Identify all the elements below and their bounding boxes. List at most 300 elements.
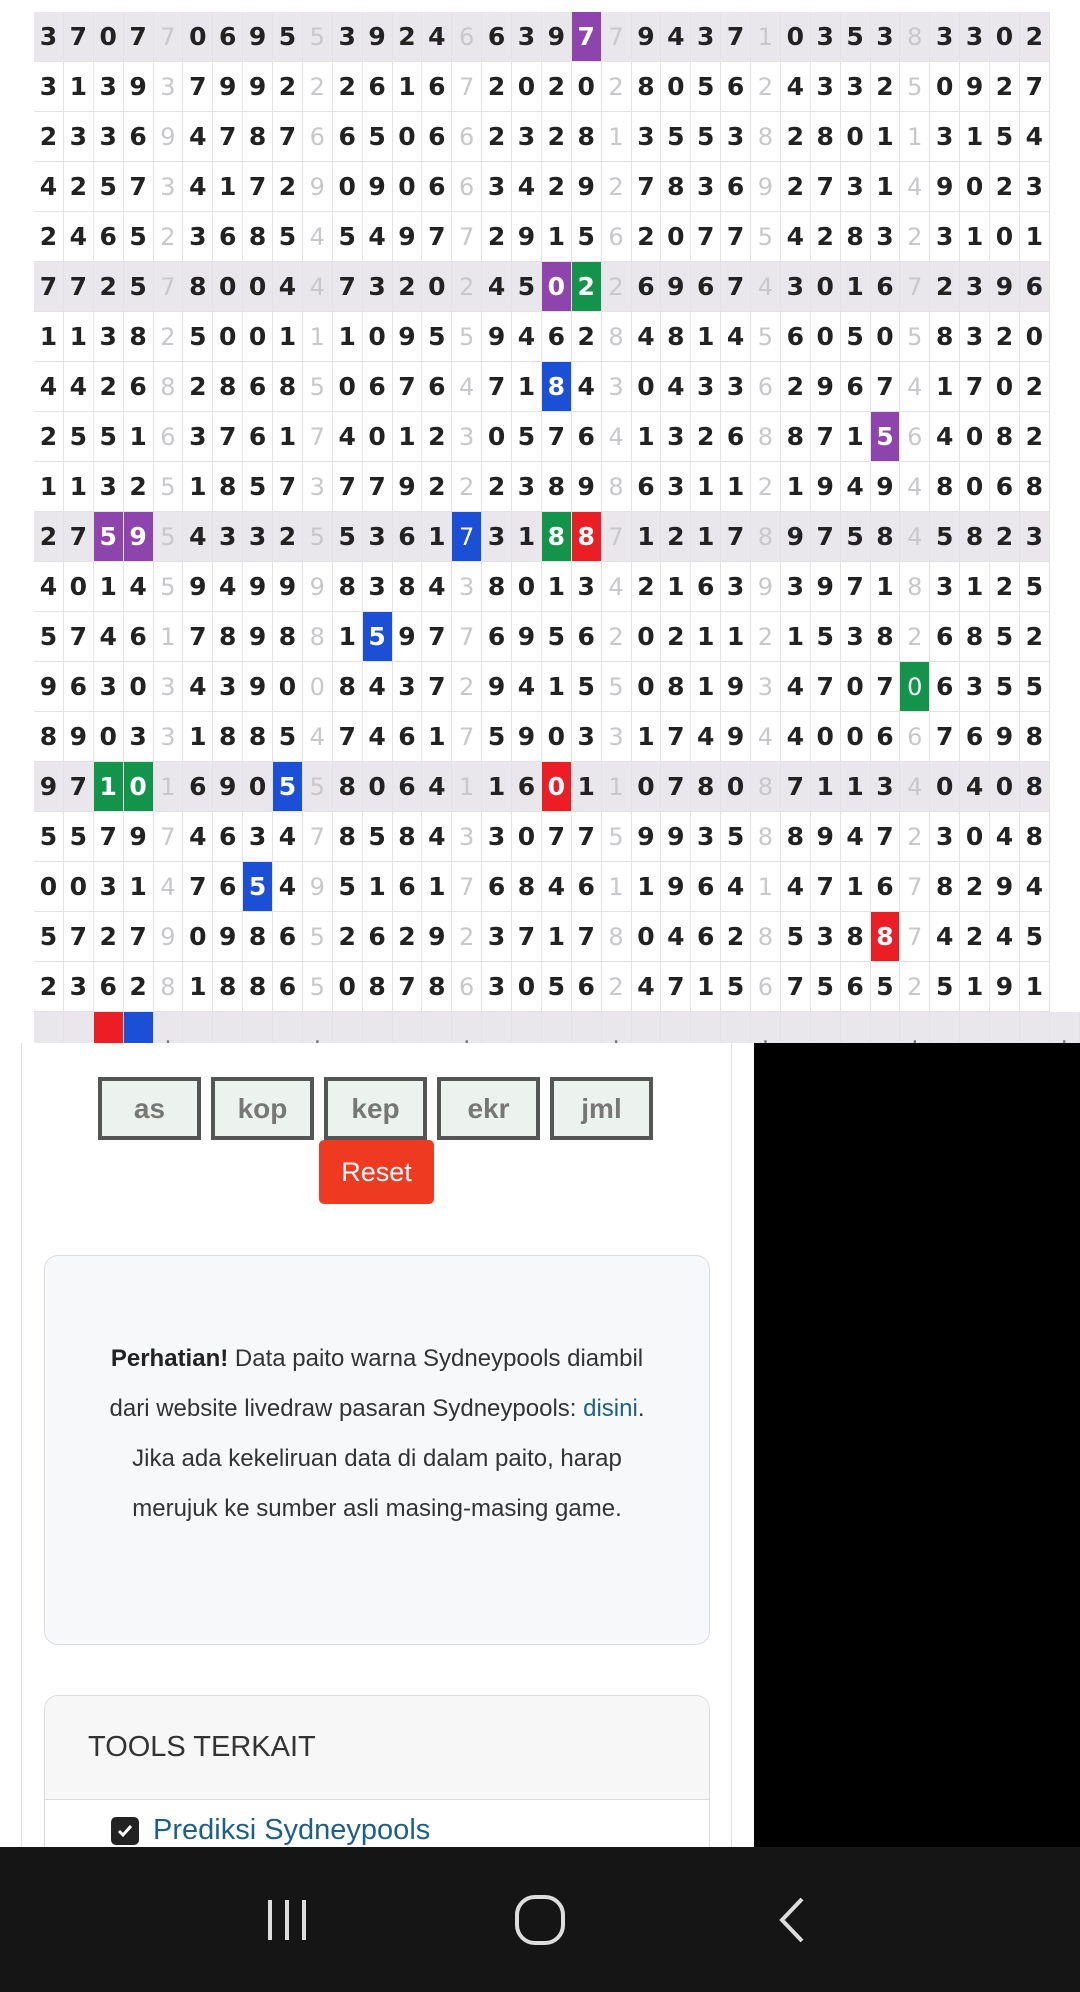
paito-cell[interactable]: 0 xyxy=(512,812,542,862)
paito-cell[interactable]: 3 xyxy=(243,512,273,562)
paito-cell[interactable]: 0 xyxy=(632,612,662,662)
paito-cell[interactable]: 9 xyxy=(661,812,691,862)
paito-cell[interactable]: 4 xyxy=(781,212,811,262)
paito-cell[interactable]: 6 xyxy=(721,62,751,112)
paito-cell[interactable]: 8 xyxy=(243,912,273,962)
paito-cell[interactable]: 2 xyxy=(990,512,1020,562)
paito-cell[interactable]: 8 xyxy=(542,462,572,512)
filter-jml-button[interactable]: jml xyxy=(550,1077,653,1140)
paito-cell[interactable]: 3 xyxy=(303,462,333,512)
paito-cell[interactable]: 2 xyxy=(34,112,64,162)
paito-cell[interactable]: 5 xyxy=(94,512,124,562)
paito-cell[interactable]: 9 xyxy=(990,962,1020,1012)
paito-cell[interactable]: 3 xyxy=(64,962,94,1012)
paito-cell[interactable]: 5 xyxy=(661,112,691,162)
paito-cell[interactable]: 7 xyxy=(64,762,94,812)
paito-cell[interactable]: 8 xyxy=(661,312,691,362)
paito-cell[interactable]: 2 xyxy=(542,162,572,212)
paito-cell[interactable]: 8 xyxy=(154,362,184,412)
paito-cell[interactable]: 1 xyxy=(960,962,990,1012)
paito-cell[interactable]: 2 xyxy=(393,12,423,62)
paito-cell[interactable]: 1 xyxy=(452,762,482,812)
paito-cell[interactable]: 6 xyxy=(960,712,990,762)
paito-cell[interactable]: 6 xyxy=(602,212,632,262)
paito-cell[interactable]: 3 xyxy=(1020,162,1050,212)
paito-cell[interactable]: 8 xyxy=(990,412,1020,462)
paito-cell[interactable]: 7 xyxy=(811,512,841,562)
paito-cell[interactable]: 1 xyxy=(721,462,751,512)
paito-cell[interactable]: 9 xyxy=(811,812,841,862)
paito-cell[interactable]: 9 xyxy=(34,762,64,812)
paito-cell[interactable]: 5 xyxy=(422,312,452,362)
paito-cell[interactable]: 1 xyxy=(542,562,572,612)
paito-cell[interactable]: 5 xyxy=(512,262,542,312)
paito-cell[interactable]: 1 xyxy=(512,512,542,562)
paito-cell[interactable]: 9 xyxy=(183,562,213,612)
paito-cell[interactable]: 8 xyxy=(751,112,781,162)
paito-cell[interactable]: 0 xyxy=(482,412,512,462)
paito-cell[interactable]: 9 xyxy=(393,312,423,362)
paito-cell[interactable]: 3 xyxy=(960,262,990,312)
paito-cell[interactable]: 0 xyxy=(333,362,363,412)
paito-cell[interactable]: 4 xyxy=(1020,862,1050,912)
paito-cell[interactable]: 9 xyxy=(273,562,303,612)
paito-cell[interactable]: 0 xyxy=(811,262,841,312)
paito-cell[interactable]: 2 xyxy=(542,62,572,112)
paito-cell[interactable]: 5 xyxy=(572,212,602,262)
paito-cell[interactable]: 7 xyxy=(64,912,94,962)
paito-cell[interactable]: 1 xyxy=(691,512,721,562)
paito-cell[interactable]: 7 xyxy=(900,862,930,912)
paito-cell[interactable]: 5 xyxy=(363,812,393,862)
paito-cell[interactable]: 8 xyxy=(751,412,781,462)
paito-cell[interactable]: 2 xyxy=(94,362,124,412)
paito-cell[interactable]: 0 xyxy=(542,762,572,812)
paito-cell[interactable]: 7 xyxy=(124,912,154,962)
paito-cell[interactable]: 3 xyxy=(482,962,512,1012)
paito-cell[interactable]: 5 xyxy=(900,62,930,112)
paito-cell[interactable]: 7 xyxy=(661,712,691,762)
paito-cell[interactable]: 8 xyxy=(243,112,273,162)
paito-cell[interactable]: 9 xyxy=(393,462,423,512)
paito-cell[interactable]: 4 xyxy=(213,562,243,612)
paito-table[interactable] xyxy=(34,0,1080,1043)
paito-cell[interactable]: 0 xyxy=(781,12,811,62)
paito-cell[interactable]: 8 xyxy=(213,462,243,512)
paito-cell[interactable]: 7 xyxy=(930,712,960,762)
paito-cell[interactable]: 4 xyxy=(124,562,154,612)
paito-cell[interactable]: 4 xyxy=(422,762,452,812)
paito-cell[interactable]: 2 xyxy=(990,312,1020,362)
paito-cell[interactable]: 5 xyxy=(512,412,542,462)
paito-cell[interactable]: 4 xyxy=(422,812,452,862)
paito-cell[interactable]: 3 xyxy=(960,662,990,712)
paito-cell[interactable]: 6 xyxy=(721,412,751,462)
paito-cell[interactable]: 8 xyxy=(243,712,273,762)
paito-cell[interactable]: 7 xyxy=(64,12,94,62)
paito-cell[interactable]: 5 xyxy=(871,412,901,462)
paito-cell[interactable]: 2 xyxy=(960,862,990,912)
paito-cell[interactable]: 3 xyxy=(661,412,691,462)
paito-cell[interactable]: 1 xyxy=(632,712,662,762)
paito-cell[interactable]: 8 xyxy=(333,812,363,862)
paito-cell[interactable]: 5 xyxy=(602,812,632,862)
paito-cell[interactable]: 7 xyxy=(34,262,64,312)
paito-cell[interactable]: 5 xyxy=(602,662,632,712)
paito-cell[interactable]: 2 xyxy=(124,462,154,512)
paito-cell[interactable]: 4 xyxy=(781,712,811,762)
paito-cell[interactable]: 9 xyxy=(661,262,691,312)
paito-cell[interactable]: 2 xyxy=(990,562,1020,612)
paito-cell[interactable]: 6 xyxy=(243,412,273,462)
paito-cell[interactable]: 8 xyxy=(213,612,243,662)
paito-cell[interactable]: 1 xyxy=(871,562,901,612)
paito-cell[interactable]: 6 xyxy=(393,512,423,562)
paito-cell[interactable]: 4 xyxy=(422,12,452,62)
paito-cell[interactable]: 1 xyxy=(1020,962,1050,1012)
paito-cell[interactable]: 7 xyxy=(542,812,572,862)
paito-cell[interactable]: 2 xyxy=(900,812,930,862)
paito-cell[interactable]: 4 xyxy=(900,512,930,562)
paito-cell[interactable]: 3 xyxy=(841,612,871,662)
paito-cell[interactable]: 1 xyxy=(482,762,512,812)
paito-cell[interactable]: 0 xyxy=(990,362,1020,412)
paito-cell[interactable]: 2 xyxy=(94,912,124,962)
paito-cell[interactable]: 6 xyxy=(273,962,303,1012)
paito-cell[interactable]: 8 xyxy=(811,112,841,162)
paito-cell[interactable]: 7 xyxy=(871,362,901,412)
paito-cell[interactable]: 6 xyxy=(572,862,602,912)
paito-cell[interactable]: 7 xyxy=(273,462,303,512)
paito-cell[interactable]: 3 xyxy=(751,662,781,712)
paito-cell[interactable]: 3 xyxy=(632,112,662,162)
paito-cell[interactable]: 6 xyxy=(841,362,871,412)
paito-cell[interactable]: 5 xyxy=(273,762,303,812)
paito-cell[interactable]: 3 xyxy=(363,512,393,562)
paito-cell[interactable]: 4 xyxy=(303,712,333,762)
paito-cell[interactable]: 2 xyxy=(64,162,94,212)
paito-cell[interactable]: 2 xyxy=(572,262,602,312)
paito-cell[interactable]: 0 xyxy=(64,862,94,912)
paito-cell[interactable]: 3 xyxy=(960,12,990,62)
paito-cell[interactable]: 7 xyxy=(94,812,124,862)
paito-cell[interactable]: 8 xyxy=(871,612,901,662)
paito-cell[interactable]: 8 xyxy=(1020,762,1050,812)
paito-cell[interactable]: 3 xyxy=(661,462,691,512)
paito-cell[interactable]: 5 xyxy=(1020,662,1050,712)
paito-cell[interactable]: 4 xyxy=(960,762,990,812)
paito-cell[interactable]: 4 xyxy=(183,512,213,562)
paito-cell[interactable]: 5 xyxy=(572,662,602,712)
paito-cell[interactable]: 2 xyxy=(273,162,303,212)
paito-cell[interactable]: 2 xyxy=(422,462,452,512)
paito-cell[interactable]: 4 xyxy=(363,212,393,262)
paito-cell[interactable]: 0 xyxy=(661,212,691,262)
paito-cell[interactable]: 8 xyxy=(602,312,632,362)
paito-cell[interactable]: 3 xyxy=(930,112,960,162)
paito-cell[interactable]: 8 xyxy=(900,12,930,62)
paito-cell[interactable]: 0 xyxy=(303,662,333,712)
paito-cell[interactable]: 8 xyxy=(751,762,781,812)
paito-cell[interactable]: 5 xyxy=(990,112,1020,162)
paito-cell[interactable]: 5 xyxy=(841,312,871,362)
paito-cell[interactable]: 5 xyxy=(154,462,184,512)
paito-cell[interactable]: 7 xyxy=(422,212,452,262)
paito-cell[interactable]: 5 xyxy=(94,162,124,212)
paito-cell[interactable]: 5 xyxy=(1020,912,1050,962)
paito-cell[interactable]: 9 xyxy=(303,562,333,612)
paito-cell[interactable]: 5 xyxy=(64,412,94,462)
paito-cell[interactable]: 2 xyxy=(482,212,512,262)
paito-cell[interactable]: 5 xyxy=(273,12,303,62)
paito-cell[interactable]: 2 xyxy=(1020,12,1050,62)
paito-cell[interactable]: 2 xyxy=(751,62,781,112)
paito-cell[interactable]: 1 xyxy=(960,112,990,162)
paito-cell[interactable]: 6 xyxy=(930,662,960,712)
paito-cell[interactable]: 8 xyxy=(1020,712,1050,762)
paito-cell[interactable]: 0 xyxy=(64,562,94,612)
paito-cell[interactable]: 8 xyxy=(602,462,632,512)
paito-cell[interactable]: 6 xyxy=(243,362,273,412)
paito-cell[interactable]: 1 xyxy=(841,262,871,312)
paito-cell[interactable]: 1 xyxy=(811,762,841,812)
paito-cell[interactable]: 6 xyxy=(393,712,423,762)
paito-cell[interactable]: 1 xyxy=(422,712,452,762)
paito-cell[interactable]: 2 xyxy=(691,412,721,462)
paito-cell[interactable]: 0 xyxy=(542,262,572,312)
paito-cell[interactable]: 7 xyxy=(303,812,333,862)
paito-cell[interactable]: 3 xyxy=(572,562,602,612)
paito-cell[interactable]: 5 xyxy=(482,712,512,762)
paito-cell[interactable]: 0 xyxy=(124,762,154,812)
paito-cell[interactable]: 6 xyxy=(781,312,811,362)
paito-cell[interactable]: 7 xyxy=(363,462,393,512)
paito-cell[interactable]: 8 xyxy=(393,562,423,612)
paito-cell[interactable]: 8 xyxy=(930,462,960,512)
paito-cell[interactable]: 9 xyxy=(751,162,781,212)
paito-cell[interactable]: 0 xyxy=(333,162,363,212)
paito-cell[interactable]: 1 xyxy=(154,612,184,662)
paito-cell[interactable]: 8 xyxy=(542,362,572,412)
paito-cell[interactable]: 3 xyxy=(781,562,811,612)
paito-cell[interactable]: 6 xyxy=(154,412,184,462)
paito-cell[interactable]: 7 xyxy=(721,512,751,562)
paito-cell[interactable]: 9 xyxy=(482,312,512,362)
paito-cell[interactable]: 3 xyxy=(34,62,64,112)
paito-cell[interactable]: 8 xyxy=(333,762,363,812)
tools-item-prediksi[interactable] xyxy=(45,1800,709,1847)
paito-cell[interactable]: 1 xyxy=(154,762,184,812)
paito-cell[interactable]: 8 xyxy=(303,612,333,662)
paito-cell[interactable]: 9 xyxy=(124,62,154,112)
paito-cell[interactable]: 3 xyxy=(124,712,154,762)
paito-cell[interactable]: 0 xyxy=(273,662,303,712)
paito-cell[interactable]: 9 xyxy=(243,12,273,62)
paito-cell[interactable]: 6 xyxy=(94,212,124,262)
paito-cell[interactable]: 5 xyxy=(154,562,184,612)
paito-cell[interactable]: 7 xyxy=(422,662,452,712)
paito-cell[interactable]: 6 xyxy=(871,862,901,912)
paito-cell[interactable]: 4 xyxy=(781,862,811,912)
paito-cell[interactable]: 2 xyxy=(34,412,64,462)
paito-cell[interactable]: 8 xyxy=(1020,812,1050,862)
paito-cell[interactable]: 4 xyxy=(94,612,124,662)
paito-cell[interactable]: 4 xyxy=(841,812,871,862)
paito-cell[interactable]: 0 xyxy=(94,712,124,762)
paito-cell[interactable]: 7 xyxy=(333,262,363,312)
paito-cell[interactable]: 2 xyxy=(303,62,333,112)
paito-cell[interactable]: 2 xyxy=(751,612,781,662)
paito-cell[interactable]: 3 xyxy=(721,112,751,162)
paito-cell[interactable]: 3 xyxy=(482,812,512,862)
paito-cell[interactable]: 8 xyxy=(422,962,452,1012)
back-icon[interactable] xyxy=(753,1880,833,1960)
paito-cell[interactable]: 3 xyxy=(691,162,721,212)
paito-cell[interactable]: 4 xyxy=(602,562,632,612)
paito-cell[interactable]: 4 xyxy=(303,212,333,262)
paito-cell[interactable]: 2 xyxy=(154,312,184,362)
paito-cell[interactable]: 0 xyxy=(363,412,393,462)
paito-cell[interactable]: 9 xyxy=(781,512,811,562)
paito-cell[interactable]: 1 xyxy=(691,662,721,712)
paito-cell[interactable]: 3 xyxy=(960,312,990,362)
paito-cell[interactable]: 7 xyxy=(452,512,482,562)
paito-cell[interactable]: 6 xyxy=(482,12,512,62)
paito-cell[interactable]: 2 xyxy=(751,462,781,512)
paito-cell[interactable]: 2 xyxy=(482,462,512,512)
paito-cell[interactable]: 9 xyxy=(661,862,691,912)
paito-cell[interactable]: 7 xyxy=(243,162,273,212)
paito-cell[interactable]: 9 xyxy=(213,912,243,962)
paito-cell[interactable]: 0 xyxy=(512,962,542,1012)
paito-cell[interactable]: 9 xyxy=(751,562,781,612)
paito-cell[interactable]: 1 xyxy=(781,462,811,512)
paito-cell[interactable]: 7 xyxy=(333,462,363,512)
paito-cell[interactable]: 7 xyxy=(900,262,930,312)
paito-cell[interactable]: 5 xyxy=(333,212,363,262)
paito-cell[interactable]: 4 xyxy=(990,812,1020,862)
paito-cell[interactable]: 6 xyxy=(273,912,303,962)
paito-cell[interactable]: 2 xyxy=(452,462,482,512)
paito-cell[interactable]: 3 xyxy=(94,862,124,912)
paito-cell[interactable]: 9 xyxy=(990,262,1020,312)
paito-cell[interactable]: 5 xyxy=(303,962,333,1012)
paito-cell[interactable]: 7 xyxy=(542,412,572,462)
paito-cell[interactable]: 9 xyxy=(482,662,512,712)
paito-cell[interactable]: 2 xyxy=(661,512,691,562)
paito-cell[interactable]: 9 xyxy=(811,362,841,412)
paito-cell[interactable]: 9 xyxy=(303,162,333,212)
paito-cell[interactable]: 6 xyxy=(691,862,721,912)
paito-cell[interactable]: 7 xyxy=(781,762,811,812)
paito-cell[interactable]: 2 xyxy=(1020,362,1050,412)
paito-cell[interactable]: 6 xyxy=(213,812,243,862)
paito-cell[interactable]: 9 xyxy=(363,12,393,62)
paito-cell[interactable]: 6 xyxy=(691,262,721,312)
paito-cell[interactable]: 2 xyxy=(721,912,751,962)
paito-cell[interactable]: 7 xyxy=(124,162,154,212)
paito-cell[interactable]: 5 xyxy=(990,612,1020,662)
paito-cell[interactable]: 6 xyxy=(871,262,901,312)
paito-cell[interactable]: 4 xyxy=(781,662,811,712)
paito-cell[interactable]: 2 xyxy=(124,962,154,1012)
paito-cell[interactable]: 4 xyxy=(721,312,751,362)
paito-cell[interactable]: 7 xyxy=(632,162,662,212)
paito-cell[interactable]: 9 xyxy=(512,612,542,662)
paito-cell[interactable]: 9 xyxy=(572,462,602,512)
paito-cell[interactable]: 0 xyxy=(811,712,841,762)
paito-cell[interactable]: 7 xyxy=(661,962,691,1012)
paito-cell[interactable]: 7 xyxy=(811,162,841,212)
paito-cell[interactable]: 0 xyxy=(243,312,273,362)
paito-cell[interactable]: 1 xyxy=(64,62,94,112)
paito-cell[interactable]: 7 xyxy=(183,862,213,912)
paito-cell[interactable]: 0 xyxy=(990,12,1020,62)
paito-cell[interactable]: 7 xyxy=(811,662,841,712)
paito-cell[interactable]: 2 xyxy=(34,212,64,262)
paito-cell[interactable]: 7 xyxy=(452,212,482,262)
paito-cell[interactable]: 3 xyxy=(512,12,542,62)
paito-cell[interactable]: 8 xyxy=(1020,462,1050,512)
paito-cell[interactable]: 1 xyxy=(691,962,721,1012)
paito-cell[interactable]: 4 xyxy=(64,362,94,412)
paito-cell[interactable]: 6 xyxy=(572,962,602,1012)
paito-cell[interactable]: 6 xyxy=(751,962,781,1012)
paito-cell[interactable]: 9 xyxy=(422,912,452,962)
paito-cell[interactable]: 0 xyxy=(661,62,691,112)
paito-cell[interactable]: 4 xyxy=(512,312,542,362)
paito-cell[interactable]: 0 xyxy=(363,312,393,362)
paito-cell[interactable]: 0 xyxy=(930,762,960,812)
paito-cell[interactable]: 3 xyxy=(94,312,124,362)
paito-cell[interactable]: 6 xyxy=(422,362,452,412)
paito-cell[interactable]: 1 xyxy=(751,862,781,912)
paito-cell[interactable]: 6 xyxy=(572,612,602,662)
paito-cell[interactable]: 7 xyxy=(602,12,632,62)
paito-cell[interactable]: 8 xyxy=(273,612,303,662)
paito-cell[interactable]: 7 xyxy=(871,662,901,712)
paito-cell[interactable]: 6 xyxy=(124,362,154,412)
paito-cell[interactable]: 4 xyxy=(303,262,333,312)
paito-cell[interactable]: 1 xyxy=(691,462,721,512)
paito-cell[interactable]: 0 xyxy=(841,712,871,762)
paito-cell[interactable]: 0 xyxy=(811,312,841,362)
filter-kop-button[interactable]: kop xyxy=(211,1077,314,1140)
paito-cell[interactable]: 5 xyxy=(34,912,64,962)
paito-cell[interactable]: 5 xyxy=(363,112,393,162)
paito-cell[interactable]: 1 xyxy=(691,312,721,362)
paito-cell[interactable]: 5 xyxy=(273,712,303,762)
paito-cell[interactable]: 1 xyxy=(721,612,751,662)
paito-cell[interactable]: 7 xyxy=(422,612,452,662)
paito-cell[interactable]: 2 xyxy=(990,62,1020,112)
paito-cell[interactable]: 1 xyxy=(183,712,213,762)
paito-cell[interactable]: 1 xyxy=(632,412,662,462)
paito-cell[interactable]: 5 xyxy=(781,912,811,962)
paito-cell[interactable]: 1 xyxy=(572,762,602,812)
paito-cell[interactable]: 8 xyxy=(871,912,901,962)
paito-cell[interactable]: 1 xyxy=(124,412,154,462)
paito-cell[interactable]: 7 xyxy=(393,962,423,1012)
paito-cell[interactable]: 4 xyxy=(900,162,930,212)
paito-cell[interactable]: 3 xyxy=(213,662,243,712)
paito-cell[interactable]: 6 xyxy=(393,762,423,812)
paito-cell[interactable]: 1 xyxy=(183,462,213,512)
paito-cell[interactable]: 2 xyxy=(602,162,632,212)
paito-cell[interactable]: 8 xyxy=(34,712,64,762)
paito-cell[interactable]: 9 xyxy=(811,562,841,612)
paito-cell[interactable]: 5 xyxy=(930,962,960,1012)
